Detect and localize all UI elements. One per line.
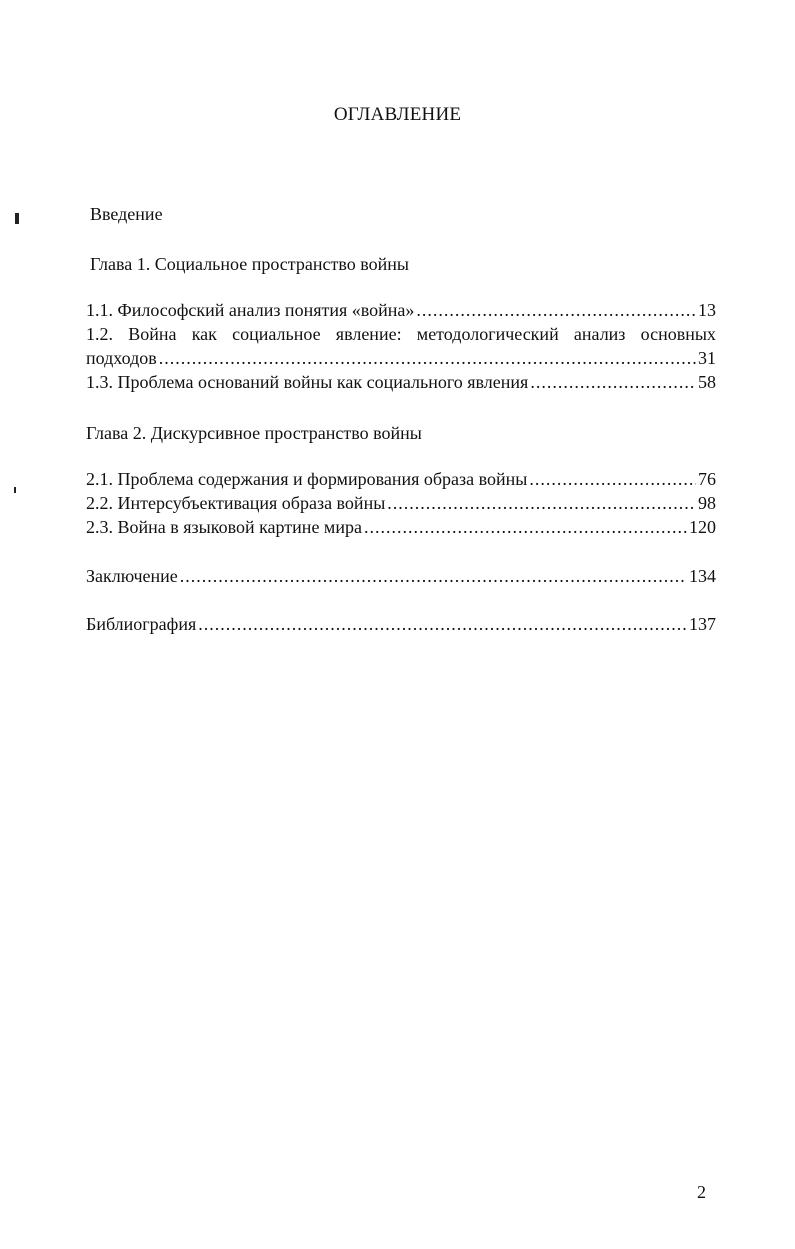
scan-mark-top — [15, 213, 19, 224]
toc-entry-page: 98 — [698, 493, 716, 513]
toc-entry-conclusion — [86, 564, 716, 588]
chapter-1-title: Глава 1. Социальное пространство войны — [90, 254, 409, 274]
toc-entry-page: 120 — [689, 517, 716, 537]
dot-leader — [529, 467, 696, 491]
dot-leader — [530, 370, 696, 394]
toc-intro: Введение — [90, 204, 163, 224]
toc-entry-page: 13 — [698, 300, 716, 320]
word: методологический — [416, 324, 559, 344]
word: Война — [128, 324, 177, 344]
toc-entry-1-2-line2 — [86, 346, 716, 370]
toc-entry-1-3 — [86, 370, 716, 394]
toc-entry-text: 2.1. Проблема содержания и формирования образа войны — [86, 469, 528, 489]
toc-entry-text: 2.2. Интерсубъективация образа войны — [86, 493, 386, 513]
toc-entry-bibliography — [86, 612, 716, 636]
toc-entry-text: 1.3. Проблема оснований войны как социального явления — [86, 372, 529, 392]
toc-entry-text: 1.1. Философский анализ понятия «война» — [86, 300, 415, 320]
toc-entry-2-1 — [86, 467, 716, 491]
word: анализ — [573, 324, 626, 344]
toc-entry-page: 58 — [698, 372, 716, 392]
dot-leader — [159, 346, 696, 370]
word: основных — [640, 324, 716, 344]
scan-mark-middle — [14, 487, 16, 493]
chapter-2-title: Глава 2. Дискурсивное пространство войны — [86, 423, 422, 443]
page-number: 2 — [697, 1182, 706, 1202]
toc-entry-2-2 — [86, 491, 716, 515]
word: как — [191, 324, 217, 344]
toc-entry-page: 76 — [698, 469, 716, 489]
toc-entry-page: 137 — [689, 614, 716, 634]
toc-entry-1-1 — [86, 298, 716, 322]
toc-entry-2-3 — [86, 515, 716, 539]
dot-leader — [364, 515, 687, 539]
toc-entry-text: Библиография — [86, 614, 197, 634]
toc-entry-text: подходов — [86, 348, 157, 368]
dot-leader — [416, 298, 696, 322]
dot-leader — [180, 564, 687, 588]
word: социальное — [232, 324, 321, 344]
toc-entry-page: 134 — [689, 566, 716, 586]
dot-leader — [387, 491, 696, 515]
toc-entry-text: Заключение — [86, 566, 178, 586]
word: явление: — [335, 324, 402, 344]
toc-heading: ОГЛАВЛЕНИЕ — [333, 104, 462, 125]
toc-entry-page: 31 — [698, 348, 716, 368]
toc-entry-1-2-line1 — [86, 322, 716, 346]
dot-leader — [198, 612, 687, 636]
word: 1.2. — [86, 324, 113, 344]
toc-entry-text: 2.3. Война в языковой картине мира — [86, 517, 362, 537]
